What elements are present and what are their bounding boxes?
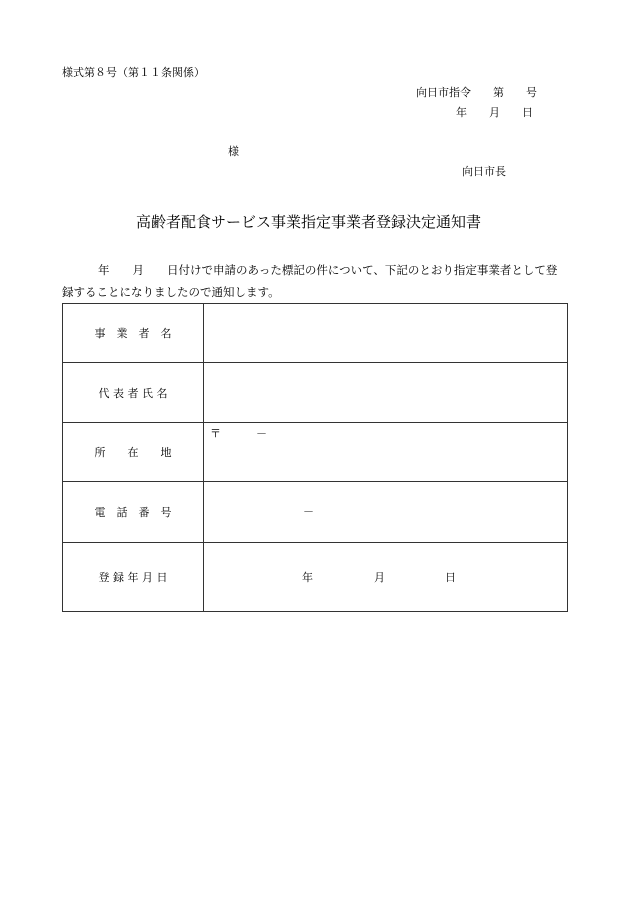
value-address xyxy=(204,423,568,482)
registration-table xyxy=(62,303,568,612)
label-representative: 代 表 者 氏 名 xyxy=(63,363,204,423)
document-number: 向日市指令 第 号 xyxy=(416,86,537,99)
value-phone xyxy=(204,482,568,543)
value-representative xyxy=(204,363,568,423)
date-day: 日 xyxy=(445,571,456,584)
body-line-2: 録することになりましたので通知します。 xyxy=(62,285,280,299)
table-row-registration-date xyxy=(63,543,568,612)
date-year: 年 xyxy=(302,571,313,584)
document-date: 年 月 日 xyxy=(456,106,533,119)
date-month: 月 xyxy=(374,571,385,584)
label-phone: 電 話 番 号 xyxy=(63,482,204,543)
table-row-representative xyxy=(63,363,568,423)
phone-dash: － xyxy=(303,505,314,518)
recipient-honorific: 様 xyxy=(228,145,239,158)
table-row-phone xyxy=(63,482,568,543)
sender-name: 向日市長 xyxy=(462,165,506,178)
postal-mark: 〒 xyxy=(210,427,221,440)
body-line-1: 年 月 日付けで申請のあった標記の件について、下記のとおり指定事業者として登 xyxy=(98,263,558,277)
label-business-name: 事 業 者 名 xyxy=(63,304,204,363)
label-address: 所 在 地 xyxy=(63,423,204,482)
form-label: 様式第８号（第１１条関係） xyxy=(62,66,205,79)
value-registration-date xyxy=(204,543,568,612)
postal-dash: － xyxy=(256,427,267,440)
table-row-address xyxy=(63,423,568,482)
value-business-name xyxy=(204,304,568,363)
table-row-business-name xyxy=(63,304,568,363)
label-registration-date: 登 録 年 月 日 xyxy=(63,543,204,612)
page-title: 高齢者配食サービス事業指定事業者登録決定通知書 xyxy=(136,213,482,231)
